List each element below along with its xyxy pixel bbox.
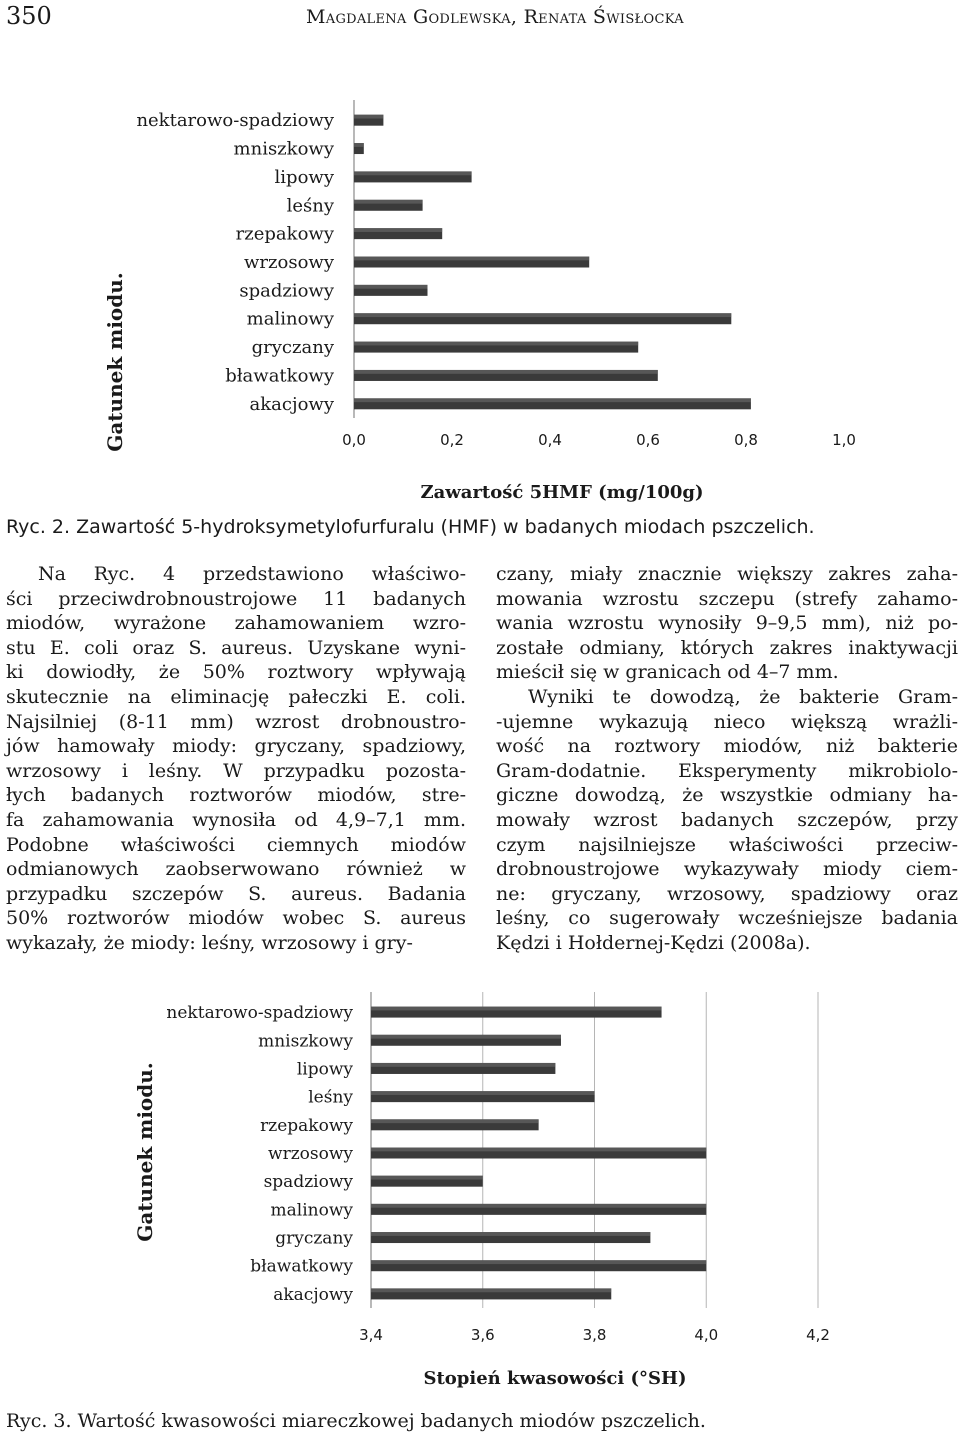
text-line: -ujemne wykazują nieco większą wrażli- (496, 710, 958, 733)
bar-highlight (371, 1091, 595, 1095)
text-line: przypadku szczepów S. aureus. Badania (6, 882, 466, 905)
bar-highlight (371, 1176, 483, 1180)
text-line: wość na roztwory miodów, niż bakterie (496, 735, 958, 758)
category-label: rzepakowy (235, 223, 334, 245)
x-tick-label: 3,6 (470, 1326, 495, 1344)
category-label: wrzosowy (268, 1144, 353, 1164)
category-label: nektarowo-spadziowy (136, 110, 334, 132)
body-text-right-column (496, 562, 958, 956)
category-label: mniszkowy (258, 1031, 353, 1052)
category-label: rzepakowy (260, 1115, 353, 1136)
figure-3-caption: Ryc. 3. Wartość kwasowości miareczkowej badanych miodów pszczelich. (6, 1410, 706, 1432)
bar-highlight (371, 1204, 706, 1208)
text-line: giczne dowodzą, że wszystkie odmiany ha- (496, 784, 958, 807)
hmf-bar-chart-svg (0, 90, 960, 510)
x-tick-label: 0,6 (636, 431, 660, 449)
category-label: lipowy (274, 166, 334, 188)
bar-highlight (371, 1288, 611, 1292)
x-tick-label: 0,8 (734, 431, 758, 449)
x-tick-label: 3,4 (359, 1326, 383, 1344)
y-axis-title: Gatunek miodu. (133, 1062, 157, 1242)
category-label: lipowy (296, 1059, 353, 1080)
text-line: wrzosowy i leśny. W przypadku pozosta- (6, 759, 466, 782)
category-label: leśny (286, 195, 334, 217)
bar-highlight (354, 257, 589, 261)
text-line: mowały wzrost badanych szczepów, przy (496, 808, 958, 831)
figure-2-caption: Ryc. 2. Zawartość 5-hydroksymetylofurfuralu (HMF) w badanych miodach pszczelich. (6, 516, 815, 538)
category-label: gryczany (251, 337, 334, 359)
acidity-bar-chart-svg (0, 990, 960, 1400)
bar-highlight (354, 228, 442, 232)
text-line: zostałe odmiany, których zakres inaktywacji (496, 636, 958, 659)
bar-highlight (354, 143, 364, 147)
bar-highlight (354, 313, 731, 317)
category-label: spadziowy (263, 1172, 353, 1193)
body-text-left-column (6, 562, 466, 956)
x-tick-label: 4,0 (694, 1326, 719, 1344)
text-line: mieścił się w granicach od 4–7 mm. (496, 661, 839, 684)
bar-highlight (354, 171, 472, 175)
text-line: ne: gryczany, wrzosowy, spadziowy oraz (496, 882, 958, 905)
category-label: spadziowy (239, 280, 334, 302)
acidity-bar-chart (0, 990, 960, 1400)
text-line: jów hamowały miody: gryczany, spadziowy, (6, 735, 466, 758)
text-line: wania wzrostu wynosiły 9–9,5 mm), niż po- (496, 612, 958, 635)
text-line: skutecznie na eliminację pałeczki E. coli. (6, 685, 466, 708)
category-label: gryczany (275, 1228, 353, 1249)
category-label: akacjowy (249, 393, 334, 415)
text-line: leśny, co sugerowały wcześniejsze badania (496, 907, 958, 930)
bar-highlight (371, 1119, 539, 1123)
page-header (6, 2, 956, 32)
category-label: malinowy (246, 308, 334, 330)
category-label: bławatkowy (225, 365, 334, 387)
bar-highlight (371, 1260, 706, 1264)
category-label: wrzosowy (244, 252, 334, 273)
category-label: bławatkowy (250, 1256, 353, 1277)
text-line: czym najsilniejsze właściwości przeciw- (496, 833, 958, 856)
bar-highlight (371, 1063, 555, 1067)
x-axis-title: Stopień kwasowości (°SH) (423, 1368, 687, 1389)
text-line: czany, miały znacznie większy zakres zaha- (496, 563, 958, 585)
text-line: miodów, wyrażone zahamowaniem wzro- (6, 612, 466, 635)
x-axis-title: Zawartość 5HMF (mg/100g) (420, 482, 704, 503)
category-label: malinowy (270, 1200, 353, 1221)
text-line: ki dowiodły, że 50% roztwory wpływają (6, 661, 466, 684)
bar-highlight (371, 1148, 706, 1152)
text-line: stu E. coli oraz S. aureus. Uzyskane wyni- (6, 636, 466, 659)
text-line: Gram-dodatnie. Eksperymenty mikrobiolo- (496, 759, 958, 782)
page-number: 350 (6, 2, 52, 30)
category-label: leśny (308, 1087, 353, 1108)
text-line: wykazały, że miody: leśny, wrzosowy i gry- (6, 931, 413, 954)
text-line: Podobne właściwości ciemnych miodów (6, 833, 466, 856)
text-line: Na Ryc. 4 przedstawiono właściwo- (38, 563, 466, 585)
y-axis-title: Gatunek miodu. (103, 272, 127, 452)
bar-highlight (371, 1035, 561, 1039)
text-line: mowania wzrostu szczepu (strefy zahamo- (496, 587, 958, 610)
text-line: 50% roztworów miodów wobec S. aureus (6, 907, 466, 930)
text-line: Najsilniej (8-11 mm) wzrost drobnoustro- (6, 710, 466, 733)
text-line: Wyniki te dowodzą, że bakterie Gram- (528, 685, 958, 708)
category-label: mniszkowy (233, 138, 334, 160)
bar-highlight (354, 370, 658, 374)
text-line: drobnoustrojowe wykazywały miody ciem- (496, 858, 958, 881)
text-line: odmianowych zaobserwowano również w (6, 858, 466, 881)
bar-highlight (354, 115, 383, 119)
bar-highlight (354, 398, 751, 402)
x-tick-label: 1,0 (832, 431, 856, 449)
x-tick-label: 0,0 (342, 431, 366, 449)
bar-highlight (354, 342, 638, 346)
bar-highlight (354, 200, 423, 204)
text-line: łych badanych roztworów miodów, stre- (6, 784, 466, 807)
bar-highlight (371, 1232, 650, 1236)
text-line: Kędzi i Hołdernej-Kędzi (2008a). (496, 931, 811, 954)
text-line: ści przeciwdrobnoustrojowe 11 badanych (6, 587, 466, 610)
x-tick-label: 0,2 (440, 431, 464, 449)
running-head: Magdalena Godlewska, Renata Świsłocka (306, 6, 684, 28)
text-line: fa zahamowania wynosiła od 4,9–7,1 mm. (6, 808, 466, 831)
x-tick-label: 4,2 (806, 1326, 830, 1344)
bar-highlight (371, 1007, 662, 1011)
x-tick-label: 0,4 (538, 431, 562, 449)
hmf-bar-chart (0, 90, 960, 510)
bar-highlight (354, 285, 428, 289)
category-label: akacjowy (273, 1284, 353, 1305)
category-label: nektarowo-spadziowy (166, 1003, 353, 1024)
x-tick-label: 3,8 (582, 1326, 607, 1344)
